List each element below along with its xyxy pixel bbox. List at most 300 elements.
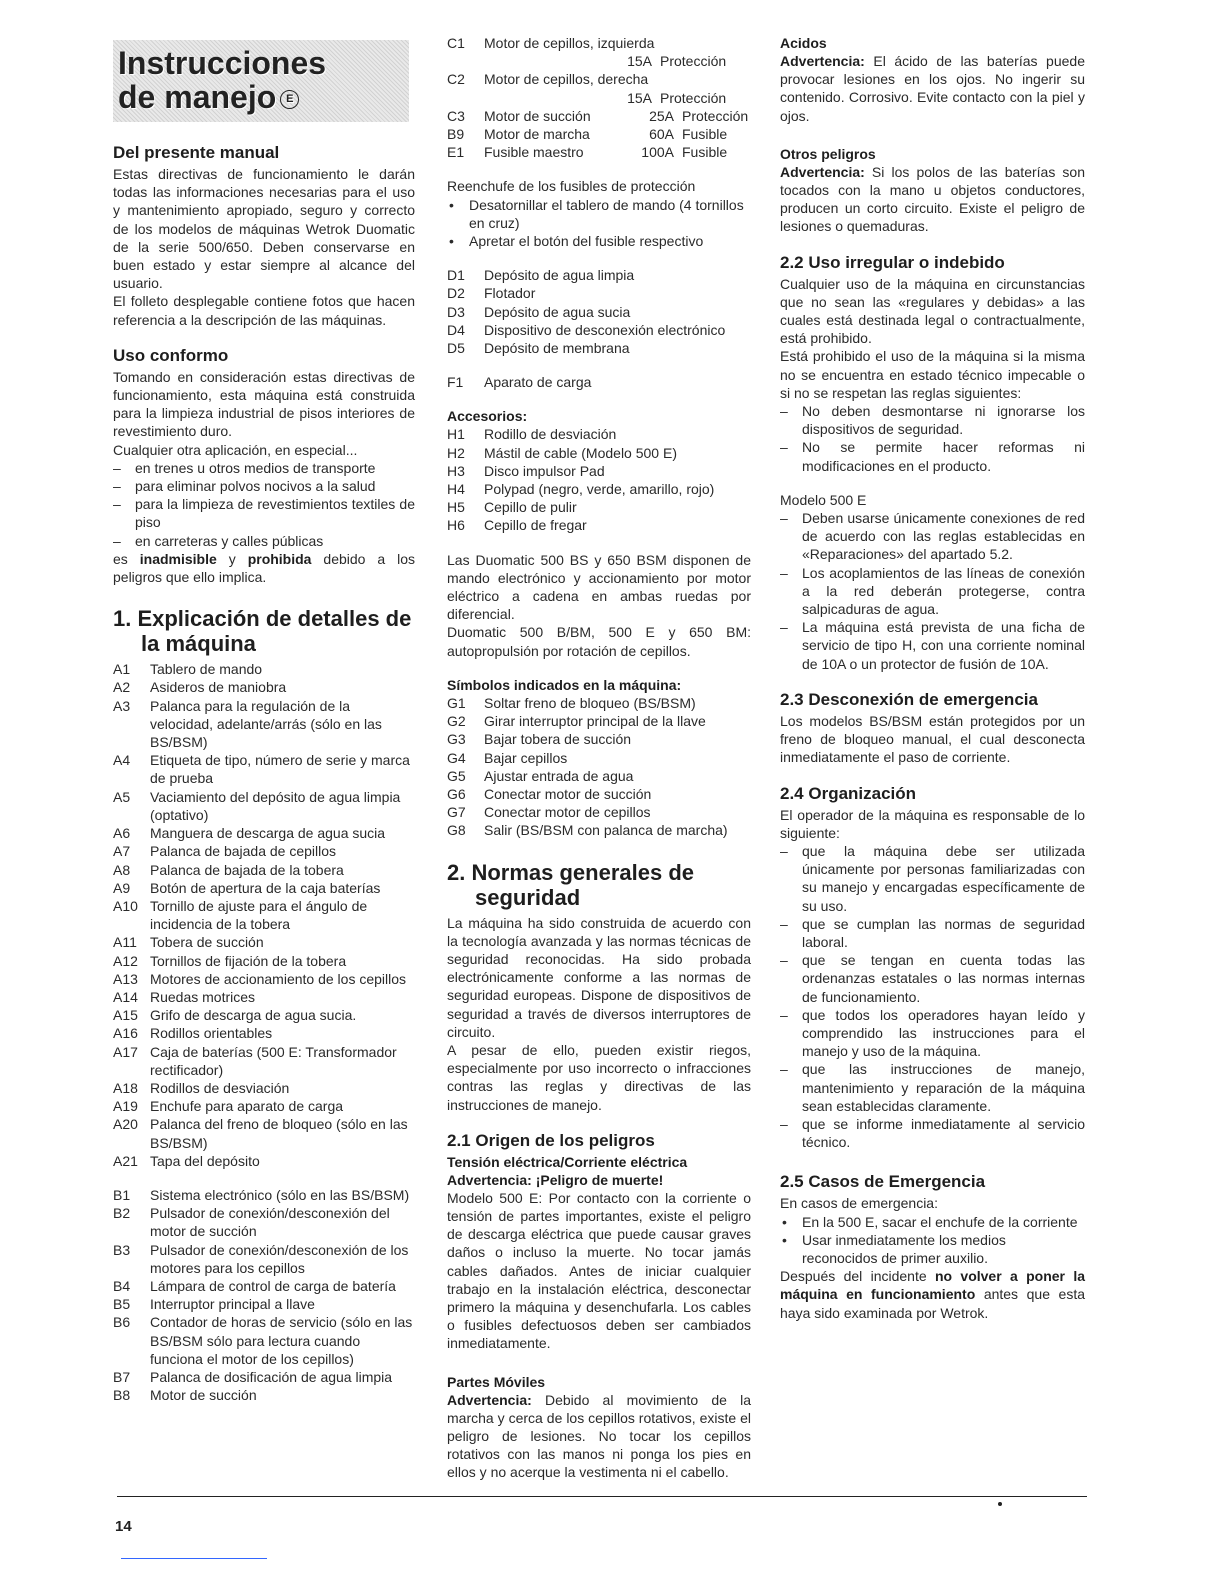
item-code: H6 xyxy=(447,517,465,534)
list-item xyxy=(113,933,415,951)
dash-marker: – xyxy=(780,952,788,969)
fuse-amperage: 100A xyxy=(641,144,674,161)
column-left xyxy=(113,34,415,1404)
dash-item-text: en trenes u otros medios de transporte xyxy=(135,459,376,476)
list-item xyxy=(447,516,751,534)
dash-item xyxy=(780,1006,1085,1061)
footer-divider xyxy=(117,1496,1087,1497)
bullet-item-text: En la 500 E, sacar el enchufe de la corriente xyxy=(802,1213,1078,1230)
paragraph: A pesar de ello, pueden existir riegos, especialmente por uso incorrecto o infracciones contras las reglas y directivas de las instrucciones de manejo. xyxy=(447,1041,751,1113)
item-label: Salir (BS/BSM con palanca de marcha) xyxy=(484,822,728,839)
item-code: A12 xyxy=(113,952,138,969)
dash-item xyxy=(780,1060,1085,1115)
paragraph: En casos de emergencia: xyxy=(780,1195,938,1212)
item-code: A16 xyxy=(113,1025,138,1042)
language-badge-e: E xyxy=(280,90,299,109)
item-label: Disco impulsor Pad xyxy=(484,462,605,479)
item-label: Soltar freno de bloqueo (BS/BSM) xyxy=(484,694,696,711)
fuse-name: Motor de cepillos, izquierda xyxy=(484,35,655,51)
section-del-presente-manual xyxy=(113,142,415,329)
item-code: A5 xyxy=(113,788,131,805)
list-item xyxy=(113,1152,415,1170)
bullet-item-text: Desatornillar el tablero de mando (4 tornillos en cruz) xyxy=(469,196,744,231)
heading-otros-peligros: Otros peligros xyxy=(780,145,876,162)
item-label: Girar interruptor principal de la llave xyxy=(484,713,706,730)
heading-organizacion: 2.4 Organización xyxy=(780,783,917,803)
item-code: A10 xyxy=(113,897,138,914)
item-label: Ruedas motrices xyxy=(150,988,256,1005)
bullet-item xyxy=(780,1213,1085,1231)
list-item xyxy=(447,498,751,516)
bullet-marker: • xyxy=(782,1213,787,1230)
dash-marker: – xyxy=(780,1061,788,1078)
list-item xyxy=(113,1204,415,1240)
accessories-list xyxy=(447,425,751,534)
dash-marker: – xyxy=(780,1115,788,1132)
dash-marker: – xyxy=(780,564,788,581)
list-item xyxy=(113,678,415,696)
list-item xyxy=(447,712,751,730)
dash-item-text: que se cumplan las normas de seguridad laboral. xyxy=(802,915,1085,950)
dash-item xyxy=(780,618,1085,673)
item-code: G7 xyxy=(447,804,466,821)
parts-list-f xyxy=(447,373,751,391)
item-code: F1 xyxy=(447,374,464,391)
symbols-list xyxy=(447,694,751,840)
dash-marker: – xyxy=(780,842,788,859)
dash-marker: – xyxy=(780,915,788,932)
bullet-marker: • xyxy=(449,196,454,213)
item-code: H5 xyxy=(447,499,465,516)
dash-item xyxy=(113,477,415,495)
dash-marker: – xyxy=(113,496,121,513)
item-code: A11 xyxy=(113,934,137,951)
list-item xyxy=(447,767,751,785)
list-item xyxy=(113,861,415,879)
list-item xyxy=(447,803,751,821)
item-code: D4 xyxy=(447,321,465,338)
fuse-amperage: 15A xyxy=(627,53,652,70)
item-label: Conectar motor de succión xyxy=(484,785,652,802)
item-code: H3 xyxy=(447,462,465,479)
item-label: Depósito de agua limpia xyxy=(484,267,635,284)
duomatic-info xyxy=(447,551,751,660)
fuse-name: Motor de cepillos, derecha xyxy=(484,71,649,88)
page-number: 14 xyxy=(115,1518,132,1535)
list-item xyxy=(113,1277,415,1295)
section-desconexion-emergencia xyxy=(780,689,1085,767)
dash-marker: – xyxy=(780,510,788,527)
item-label: Tobera de succión xyxy=(150,934,264,951)
reset-bullet-list xyxy=(447,196,751,251)
item-code: A2 xyxy=(113,679,131,696)
item-code: A1 xyxy=(113,661,131,678)
heading-simbolos: Símbolos indicados en la máquina: xyxy=(447,676,682,693)
fuse-type: Protección xyxy=(682,107,749,124)
fuse-row xyxy=(447,70,751,88)
list-item xyxy=(113,970,415,988)
fuse-row xyxy=(447,34,751,52)
list-item xyxy=(447,425,751,443)
list-item xyxy=(113,1115,415,1151)
column-middle xyxy=(447,34,751,1482)
warning-peligro-muerte: Advertencia: ¡Peligro de muerte! xyxy=(447,1171,664,1188)
item-code: G1 xyxy=(447,694,466,711)
list-item xyxy=(447,730,751,748)
item-code: A13 xyxy=(113,970,138,987)
list-item xyxy=(113,824,415,842)
list-item xyxy=(113,1241,415,1277)
item-label: Rodillos orientables xyxy=(150,1025,273,1042)
item-label: Tornillo de ajuste para el ángulo de incidencia de la tobera xyxy=(150,897,368,933)
bullet-item xyxy=(447,196,751,232)
item-code: A14 xyxy=(113,988,138,1005)
item-code: B5 xyxy=(113,1296,131,1313)
item-label: Palanca para la regulación de la velocidad, adelante/arrás (sólo en las BS/BSM) xyxy=(150,697,382,751)
dash-item-text: que se informe inmediatamente al servicio técnico. xyxy=(802,1115,1085,1151)
dash-item-text: para la limpieza de revestimientos textiles de piso xyxy=(135,496,415,531)
item-code: H2 xyxy=(447,444,465,461)
warning-label: Advertencia: xyxy=(447,1391,532,1408)
heading-del-presente-manual: Del presente manual xyxy=(113,143,280,162)
dash-item-text: que todos los operadores hayan leído y comprendido las instrucciones para el manejo y uso de la máquina. xyxy=(802,1006,1085,1060)
item-label: Lámpara de control de carga de batería xyxy=(150,1277,396,1294)
fuse-code: C3 xyxy=(447,107,465,124)
item-code: H1 xyxy=(447,426,465,443)
parts-list-d xyxy=(447,266,751,357)
item-label: Asideros de maniobra xyxy=(150,679,287,696)
manual-title-banner xyxy=(113,40,409,122)
item-code: A21 xyxy=(113,1152,138,1169)
paragraph: Los modelos BS/BSM están protegidos por un freno de bloqueo manual, el cual desconecta inmediatamente el paso de corriente. xyxy=(780,712,1085,766)
model-label: Modelo 500 E xyxy=(780,491,867,508)
list-item xyxy=(447,339,751,357)
item-code: G4 xyxy=(447,749,466,766)
item-code: G3 xyxy=(447,731,466,748)
bullet-item-text: Usar inmediatamente los medios reconocidos de primer auxilio. xyxy=(802,1231,1006,1266)
item-label: Interruptor principal a llave xyxy=(150,1296,315,1313)
dash-item xyxy=(780,915,1085,951)
dash-item-text: en carreteras y calles públicas xyxy=(135,532,324,549)
dash-item xyxy=(780,438,1085,474)
list-item xyxy=(113,988,415,1006)
paragraph: El operador de la máquina es responsable de lo siguiente: xyxy=(780,806,1085,841)
item-code: A8 xyxy=(113,861,131,878)
fuse-reset-instructions xyxy=(447,177,751,250)
list-item xyxy=(447,462,751,480)
item-label: Cepillo de pulir xyxy=(484,499,577,516)
item-label: Depósito de membrana xyxy=(484,340,630,357)
item-code: B7 xyxy=(113,1368,131,1385)
item-label: Polypad (negro, verde, amarillo, rojo) xyxy=(484,481,715,498)
list-item xyxy=(113,1186,415,1204)
list-item xyxy=(113,1097,415,1115)
list-item xyxy=(447,749,751,767)
item-label: Contador de horas de servicio (sólo en las BS/BSM sólo para lectura cuando funciona el motor de los cepillos) xyxy=(150,1314,413,1367)
item-code: A20 xyxy=(113,1116,138,1133)
fuse-rating-row xyxy=(447,52,751,70)
list-item xyxy=(447,303,751,321)
fuse-name: Fusible maestro xyxy=(484,144,584,161)
list-item xyxy=(113,1079,415,1097)
item-code: D3 xyxy=(447,303,465,320)
paragraph: Advertencia: El ácido de las baterías puede provocar lesiones en los ojos. No ingerir su contenido. Corrosivo. Evite contacto con la piel y ojos. xyxy=(780,53,1085,124)
heading-explicacion-detalles: 1. Explicación de detalles de la máquina xyxy=(113,606,412,657)
organizacion-list xyxy=(780,842,1085,1151)
item-code: A7 xyxy=(113,843,131,860)
item-code: A19 xyxy=(113,1098,138,1115)
paragraph: Modelo 500 E: Por contacto con la corriente o tensión de partes importantes, existe el peligro de descarga eléctrica que puede causar graves daños o incluso la muerte. No tocar jamás cables dañados. Antes de iniciar cualquier trabajo en la instalación eléctrica, desconectar primero la máquina y desenchufarla. Los cables o fusibles defectuosos deben ser cambiados inmediatamente. xyxy=(447,1189,751,1352)
item-label: Tornillos de fijación de la tobera xyxy=(150,952,347,969)
fuse-code: C1 xyxy=(447,35,465,51)
item-code: B8 xyxy=(113,1387,131,1404)
fuse-type: Fusible xyxy=(682,126,728,143)
dash-marker: – xyxy=(780,439,788,456)
fuse-row xyxy=(447,143,751,161)
section-organizacion xyxy=(780,783,1085,1152)
section-acidos xyxy=(780,34,1085,125)
list-item xyxy=(113,1313,415,1368)
section-otros-peligros xyxy=(780,145,1085,236)
dash-marker: – xyxy=(113,459,121,476)
item-code: H4 xyxy=(447,481,465,498)
item-code: G8 xyxy=(447,822,466,839)
subheading-partes-moviles: Partes Móviles xyxy=(447,1373,546,1390)
bullet-item xyxy=(780,1231,1085,1267)
dash-item-text: para eliminar polvos nocivos a la salud xyxy=(135,478,376,495)
paragraph: Cualquier otra aplicación, en especial... xyxy=(113,441,358,458)
fuse-list xyxy=(447,34,751,161)
list-item xyxy=(113,897,415,933)
dash-item-text: Los acoplamientos de las líneas de conexión a la red deberán protegerse, contra salpicaduras de agua. xyxy=(802,564,1085,618)
item-code: A15 xyxy=(113,1007,138,1024)
dot-mark xyxy=(998,1502,1002,1506)
list-item xyxy=(113,879,415,897)
heading-acidos: Acidos xyxy=(780,35,827,51)
item-label: Pulsador de conexión/desconexión del motor de succión xyxy=(150,1205,390,1240)
blue-underline-mark xyxy=(121,1558,267,1559)
item-label: Rodillos de desviación xyxy=(150,1079,290,1096)
section-accesorios xyxy=(447,407,751,534)
fuse-code: E1 xyxy=(447,144,465,161)
item-code: G6 xyxy=(447,785,466,802)
list-item xyxy=(113,697,415,752)
item-label: Enchufe para aparato de carga xyxy=(150,1098,344,1115)
dash-item-text: que la máquina debe ser utilizada únicamente por personas familiarizadas con su manejo y encargadas específicamente de su uso. xyxy=(802,842,1085,914)
warning-label: Advertencia: xyxy=(780,53,865,69)
fuse-rating-row xyxy=(447,89,751,107)
item-label: Palanca de dosificación de agua limpia xyxy=(150,1368,393,1385)
list-item xyxy=(447,266,751,284)
dash-marker: – xyxy=(780,619,788,636)
fuse-row xyxy=(447,107,751,125)
heading-desconexion-emergencia: 2.3 Desconexión de emergencia xyxy=(780,689,1038,709)
fuse-amperage: 15A xyxy=(627,89,652,106)
paragraph: Advertencia: Debido al movimiento de la marcha y cerca de los cepillos rotativos, existe el peligro de lesiones. No tocar los cepillos rotativos con las manos ni ponga los pies en ellos y no acerque la vestimenta ni el cabello. xyxy=(447,1391,752,1481)
item-label: Motor de succión xyxy=(150,1387,257,1404)
item-label: Motores de accionamiento de los cepillos xyxy=(150,970,407,987)
item-label: Bajar tobera de succión xyxy=(484,731,632,748)
list-item xyxy=(447,444,751,462)
heading-accesorios: Accesorios: xyxy=(447,408,528,425)
list-item xyxy=(447,480,751,498)
rules-list xyxy=(780,402,1085,475)
heading-casos-emergencia: 2.5 Casos de Emergencia xyxy=(780,1172,986,1192)
item-label: Cepillo de fregar xyxy=(484,517,587,534)
fuse-name: Motor de marcha xyxy=(484,126,590,143)
paragraph: Duomatic 500 B/BM, 500 E y 650 BM: autopropulsión por rotación de cepillos. xyxy=(447,624,751,659)
item-label: Palanca de bajada de cepillos xyxy=(150,843,337,860)
dash-item xyxy=(780,951,1085,1006)
list-item xyxy=(113,751,415,787)
parts-list-a xyxy=(113,660,415,1170)
dash-marker: – xyxy=(113,478,121,495)
list-item xyxy=(113,1043,415,1079)
item-label: Aparato de carga xyxy=(484,374,592,391)
dash-item xyxy=(113,532,415,550)
column-right xyxy=(780,34,1085,1322)
item-label: Dispositivo de desconexión electrónico xyxy=(484,321,726,338)
dash-item xyxy=(780,842,1085,915)
section-uso-irregular xyxy=(780,252,1085,673)
dash-item-text: No se permite hacer reformas ni modificaciones en el producto. xyxy=(802,439,1085,474)
list-item xyxy=(113,1386,415,1404)
bullet-marker: • xyxy=(449,233,454,250)
bullet-item-text: Apretar el botón del fusible respectivo xyxy=(469,233,704,250)
fuse-type: Protección xyxy=(660,53,727,70)
list-item xyxy=(113,952,415,970)
paragraph: El folleto desplegable contiene fotos que hacen referencia a la descripción de las máquinas. xyxy=(113,293,415,328)
item-label: Grifo de descarga de agua sucia. xyxy=(150,1007,357,1024)
dash-item-text: La máquina está prevista de una ficha de servicio de tipo H, con una corriente nominal de 10A o un protector de fusión de 10A. xyxy=(802,619,1085,672)
list-item xyxy=(113,660,415,678)
item-code: B4 xyxy=(113,1277,131,1294)
uso-prohibited-list xyxy=(113,459,415,550)
item-code: A9 xyxy=(113,879,131,896)
fuse-row xyxy=(447,125,751,143)
item-code: A6 xyxy=(113,825,131,842)
item-code: G5 xyxy=(447,767,466,784)
item-label: Palanca del freno de bloqueo (sólo en las BS/BSM) xyxy=(150,1116,408,1151)
item-label: Pulsador de conexión/desconexión de los motores para los cepillos xyxy=(150,1241,409,1276)
paragraph: Advertencia: Si los polos de las baterías son tocados con la mano u objetos conductores, producen un corto circuito. Existe el peligro de lesiones o quemaduras. xyxy=(780,163,1085,235)
fuse-name: Motor de succión xyxy=(484,107,591,124)
dash-item xyxy=(780,564,1085,619)
paragraph: Cualquier uso de la máquina en circunstancias que no sean las «regulares y debidas» a las cuales está destinada legal o contractualmente, está prohibido. xyxy=(780,275,1085,347)
dash-marker: – xyxy=(113,532,121,549)
list-item xyxy=(113,1368,415,1386)
fuse-type: Protección xyxy=(660,89,727,106)
list-item xyxy=(113,1006,415,1024)
bullet-item xyxy=(447,232,751,250)
paragraph: Estas directivas de funcionamiento le darán todas las informaciones necesarias para el uso y mantenimiento apropiado, seguro y correcto de los modelos de máquinas Wetrok Duomatic de la serie 500/650. Deben conservarse en buen estado y estar siempre al alcance del usuario. xyxy=(113,166,415,292)
paragraph: La máquina ha sido construida de acuerdo con la tecnología avanzada y las normas técnicas de seguridad reconocidas. Ha sido probada electrónicamente conforme a las normas de seguridad europeas. Dispone de dispositivos de seguridad a través de diversos interruptores de circuito. xyxy=(447,914,751,1040)
item-code: A17 xyxy=(113,1043,138,1060)
item-label: Etiqueta de tipo, número de serie y marca de prueba xyxy=(150,752,410,787)
item-label: Manguera de descarga de agua sucia xyxy=(150,825,386,842)
item-code: D1 xyxy=(447,267,465,284)
item-label: Mástil de cable (Modelo 500 E) xyxy=(484,444,677,461)
item-code: D5 xyxy=(447,340,465,357)
item-code: G2 xyxy=(447,713,466,730)
item-label: Rodillo de desviación xyxy=(484,426,617,443)
section-normas-seguridad xyxy=(447,860,751,1114)
list-item xyxy=(447,821,751,839)
list-item xyxy=(113,1024,415,1042)
dash-item xyxy=(113,459,415,477)
subheading-tension-electrica: Tensión eléctrica/Corriente eléctrica xyxy=(447,1153,688,1170)
paragraph: Reenchufe de los fusibles de protección xyxy=(447,178,696,195)
fuse-code: C2 xyxy=(447,71,465,88)
section-simbolos xyxy=(447,676,751,840)
dash-item xyxy=(780,1115,1085,1151)
bullet-marker: • xyxy=(782,1231,787,1248)
item-label: Depósito de agua sucia xyxy=(484,303,631,320)
item-label: Botón de apertura de la caja baterías xyxy=(150,879,381,896)
item-label: Palanca de bajada de la tobera xyxy=(150,861,344,878)
heading-uso-irregular: 2.2 Uso irregular o indebido xyxy=(780,252,1005,272)
item-label: Conectar motor de cepillos xyxy=(484,804,651,821)
heading-normas-seguridad: 2. Normas generales de seguridad xyxy=(447,859,695,910)
item-label: Caja de baterías (500 E: Transformador rectificador) xyxy=(150,1043,397,1078)
item-code: A4 xyxy=(113,752,131,769)
fuse-amperage: 60A xyxy=(649,126,674,143)
list-item xyxy=(447,785,751,803)
fuse-amperage: 25A xyxy=(649,107,674,124)
prohibition-note: es inadmisible y prohibida debido a los peligros que ello implica. xyxy=(113,550,416,586)
item-label: Bajar cepillos xyxy=(484,749,568,766)
fuse-code: B9 xyxy=(447,126,465,143)
list-item xyxy=(447,373,751,391)
item-label: Vaciamiento del depósito de agua limpia (optativo) xyxy=(150,788,401,823)
item-code: A18 xyxy=(113,1079,138,1096)
dash-item-text: Deben usarse únicamente conexiones de red de acuerdo con las reglas establecidas en «Reparaciones» del apartado 5.2. xyxy=(802,510,1085,563)
item-code: B6 xyxy=(113,1314,131,1331)
list-item xyxy=(113,788,415,824)
item-label: Tapa del depósito xyxy=(150,1152,260,1169)
model-rules-list xyxy=(780,509,1085,673)
section-origen-peligros xyxy=(447,1130,751,1482)
heading-origen-peligros: 2.1 Origen de los peligros xyxy=(447,1130,655,1150)
fuse-type: Fusible xyxy=(682,144,728,161)
parts-list-b xyxy=(113,1186,415,1404)
list-item xyxy=(447,284,751,302)
item-code: A3 xyxy=(113,697,131,714)
paragraph: Tomando en consideración estas directivas de funcionamiento, esta máquina está construida para la limpieza industrial de pisos interiores de revestimiento duro. xyxy=(113,368,415,440)
section-explicacion-detalles xyxy=(113,606,415,1404)
item-code: B1 xyxy=(113,1186,131,1203)
item-code: D2 xyxy=(447,285,465,302)
section-uso-conformo xyxy=(113,345,415,586)
paragraph: Después del incidente no volver a poner la máquina en funcionamiento antes que esta haya sido examinada por Wetrok. xyxy=(780,1268,1086,1321)
dash-item xyxy=(780,402,1085,438)
emergencia-bullet-list xyxy=(780,1213,1085,1268)
item-code: B2 xyxy=(113,1205,131,1222)
dash-item-text: No deben desmontarse ni ignorarse los dispositivos de seguridad. xyxy=(802,403,1085,438)
item-label: Ajustar entrada de agua xyxy=(484,767,634,784)
item-code: B3 xyxy=(113,1241,131,1258)
dash-item-text: que las instrucciones de manejo, mantenimiento y reparación de la máquina sean establecidas claramente. xyxy=(802,1061,1085,1114)
section-casos-emergencia xyxy=(780,1171,1085,1321)
paragraph: Las Duomatic 500 BS y 650 BSM disponen de mando electrónico y accionamiento por motor eléctrico a cadena en ambas ruedas por diferencial. xyxy=(447,551,751,623)
dash-marker: – xyxy=(780,403,788,420)
list-item xyxy=(447,321,751,339)
item-label: Flotador xyxy=(484,285,536,302)
warning-label: Advertencia: xyxy=(780,163,865,180)
dash-marker: – xyxy=(780,1006,788,1023)
list-item xyxy=(113,842,415,860)
paragraph: Está prohibido el uso de la máquina si la misma no se encuentra en estado técnico impecable o si no se respetan las reglas siguientes: xyxy=(780,348,1085,401)
